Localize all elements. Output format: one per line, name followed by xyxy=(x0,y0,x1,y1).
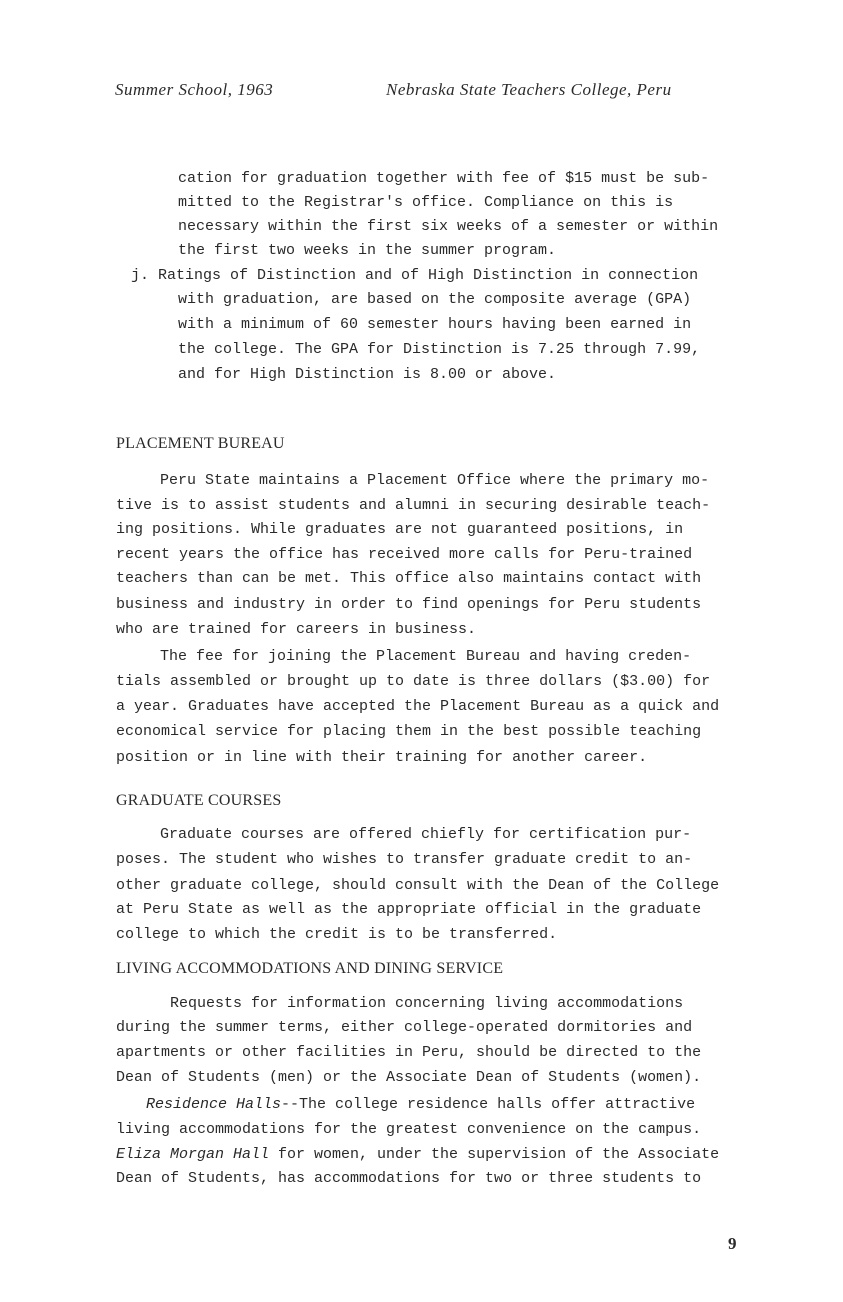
eliza-morgan-text: for women, under the supervision of the Associate xyxy=(269,1146,720,1163)
text-line: Dean of Students (men) or the Associate Dean of Students (women). xyxy=(116,1069,702,1086)
section-heading-living: LIVING ACCOMMODATIONS AND DINING SERVICE xyxy=(116,960,504,977)
text-line: with graduation, are based on the composite average (GPA) xyxy=(178,291,692,308)
text-line: with a minimum of 60 semester hours having been earned in xyxy=(178,316,692,333)
text-line: position or in line with their training for another career. xyxy=(116,749,648,766)
text-line: the college. The GPA for Distinction is 7.25 through 7.99, xyxy=(178,341,701,358)
text-line: living accommodations for the greatest convenience on the campus. xyxy=(116,1121,702,1138)
text-line: during the summer terms, either college-operated dormitories and xyxy=(116,1019,693,1036)
text-line: business and industry in order to find openings for Peru students xyxy=(116,596,702,613)
text-line: other graduate college, should consult with the Dean of the College xyxy=(116,877,720,894)
section-heading-graduate: GRADUATE COURSES xyxy=(116,792,282,809)
text-line: who are trained for careers in business. xyxy=(116,621,477,638)
text-line: apartments or other facilities in Peru, should be directed to the xyxy=(116,1044,702,1061)
text-line: ing positions. While graduates are not guaranteed positions, in xyxy=(116,521,684,538)
header-left: Summer School, 1963 xyxy=(115,80,274,99)
text-line: necessary within the first six weeks of a semester or within xyxy=(178,218,719,235)
text-line: a year. Graduates have accepted the Placement Bureau as a quick and xyxy=(116,698,720,715)
header-right: Nebraska State Teachers College, Peru xyxy=(386,80,672,99)
residence-halls-line xyxy=(146,1096,695,1114)
text-line: recent years the office has received more calls for Peru-trained xyxy=(116,546,693,563)
residence-halls-text: --The college residence halls offer attractive xyxy=(281,1096,696,1113)
text-line: mitted to the Registrar's office. Compliance on this is xyxy=(178,194,674,211)
text-line: Peru State maintains a Placement Office where the primary mo- xyxy=(160,472,710,489)
text-line: Requests for information concerning living accommodations xyxy=(170,995,684,1012)
text-line: tive is to assist students and alumni in securing desirable teach- xyxy=(116,497,711,514)
residence-halls-term: Residence Halls xyxy=(146,1096,282,1113)
text-line: teachers than can be met. This office also maintains contact with xyxy=(116,570,702,587)
page-number: 9 xyxy=(728,1234,737,1253)
text-line: Graduate courses are offered chiefly for certification pur- xyxy=(160,826,692,843)
section-heading-placement: PLACEMENT BUREAU xyxy=(116,435,285,452)
text-line: the first two weeks in the summer program. xyxy=(178,242,557,259)
eliza-morgan-line xyxy=(116,1146,719,1164)
text-line: tials assembled or brought up to date is three dollars ($3.00) for xyxy=(116,673,711,690)
text-line: poses. The student who wishes to transfer graduate credit to an- xyxy=(116,851,693,868)
text-line: college to which the credit is to be transferred. xyxy=(116,926,558,943)
text-line: economical service for placing them in the best possible teaching xyxy=(116,723,702,740)
text-line: j. Ratings of Distinction and of High Distinction in connection xyxy=(131,267,699,284)
text-line: Dean of Students, has accommodations for two or three students to xyxy=(116,1170,702,1187)
text-line: at Peru State as well as the appropriate official in the graduate xyxy=(116,901,702,918)
eliza-morgan-term: Eliza Morgan Hall xyxy=(116,1146,270,1163)
text-line: cation for graduation together with fee of $15 must be sub- xyxy=(178,170,710,187)
text-line: The fee for joining the Placement Bureau and having creden- xyxy=(160,648,692,665)
text-line: and for High Distinction is 8.00 or above. xyxy=(178,366,557,383)
